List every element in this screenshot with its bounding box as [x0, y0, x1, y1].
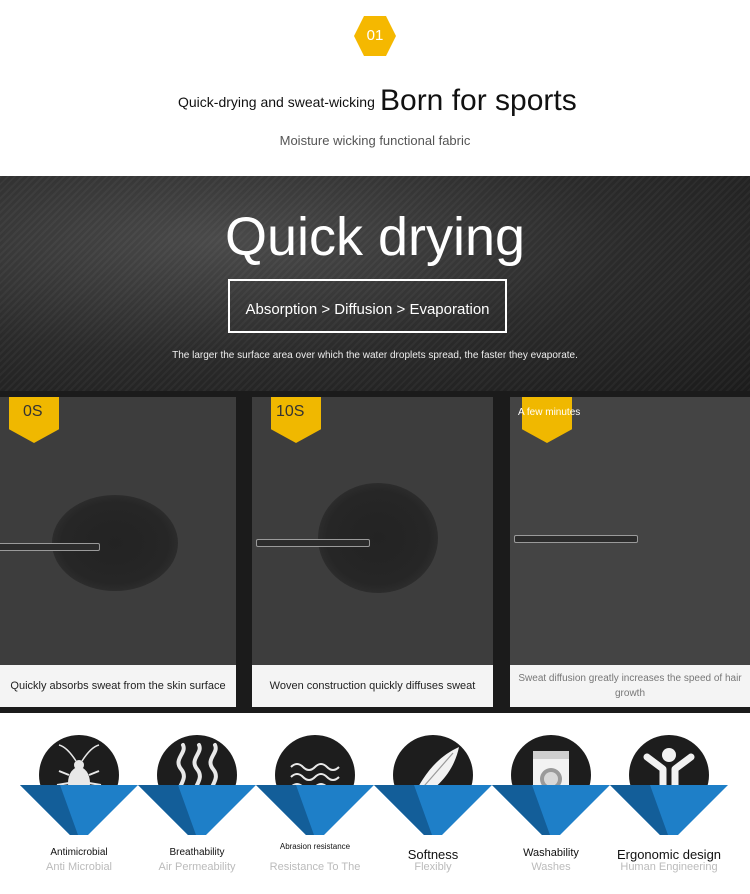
section-number: 01	[366, 27, 384, 44]
feature-subtitle: Human Engineering	[620, 861, 718, 873]
feature-title: Ergonomic design	[616, 847, 722, 862]
panel-caption: Quickly absorbs sweat from the skin surface	[0, 665, 236, 707]
blue-chevron-shape	[138, 785, 256, 845]
tagline: Quick-drying and sweat-wicking	[178, 94, 375, 110]
feature-title: Antimicrobial	[50, 847, 108, 858]
feature-title: Washability	[523, 847, 579, 859]
time-label: A few minutes	[518, 407, 581, 418]
panel-caption: Sweat diffusion greatly increases the speed of hair growth	[510, 665, 750, 707]
feature-title: Abrasion resistance	[279, 842, 351, 851]
feature-softness	[374, 713, 492, 894]
blue-chevron-shape	[374, 785, 492, 845]
quick-drying-banner	[0, 176, 750, 391]
feature-title: Breathability	[169, 847, 225, 858]
feature-subtitle: Resistance To The	[269, 861, 361, 873]
blue-chevron-shape	[492, 785, 610, 845]
feature-subtitle: Flexibly	[414, 861, 452, 873]
process-box	[228, 279, 507, 333]
blue-chevron-shape	[610, 785, 728, 845]
feature-subtitle: Anti Microbial	[45, 861, 113, 873]
drying-test-panels	[0, 391, 750, 713]
blue-chevron-shape	[20, 785, 138, 845]
headline: Born for sports	[380, 84, 577, 117]
feature-washability	[492, 713, 610, 894]
pipette	[256, 539, 370, 547]
banner-title: Quick drying	[224, 207, 526, 267]
time-label: 0S	[23, 403, 43, 420]
subheadline: Moisture wicking functional fabric	[279, 133, 471, 148]
feature-list	[0, 713, 750, 894]
feature-abrasion-resistance	[256, 713, 374, 894]
panel-few-minutes	[510, 397, 750, 707]
sweat-stain	[318, 483, 438, 593]
panel-10s	[252, 397, 493, 707]
panel-caption: Woven construction quickly diffuses sweat	[252, 665, 493, 707]
feature-subtitle: Air Permeability	[158, 861, 236, 873]
feature-ergonomic-design	[610, 713, 728, 894]
feature-breathability	[138, 713, 256, 894]
feature-subtitle: Washes	[531, 861, 571, 873]
panel-0s	[0, 397, 236, 707]
banner-note: The larger the surface area over which the water droplets spread, the faster they evaporate.	[172, 350, 578, 361]
process-steps: Absorption > Diffusion > Evaporation	[245, 301, 490, 318]
feature-antimicrobial	[20, 713, 138, 894]
blue-chevron-shape	[256, 785, 374, 845]
section-number-badge	[354, 16, 396, 56]
pipette	[514, 535, 638, 543]
time-label: 10S	[276, 403, 305, 420]
pipette	[0, 543, 100, 551]
feature-title: Softness	[407, 847, 459, 862]
